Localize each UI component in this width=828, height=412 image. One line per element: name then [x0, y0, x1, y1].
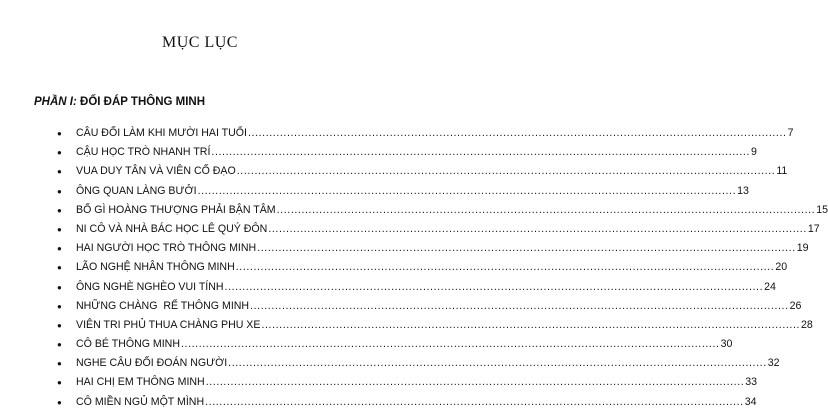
toc-entry[interactable] [0, 124, 794, 143]
toc-entry-title: CÔ MIỀN NGỦ MỘT MÌNH [76, 395, 205, 408]
bullet-icon: ● [57, 244, 62, 254]
toc-entry-title: VUA DUY TÂN VÀ VIÊN CỐ ĐẠO [76, 165, 236, 178]
toc-entry-page: 11 [776, 165, 788, 178]
dot-leader [236, 258, 775, 277]
toc-entry-page: 28 [801, 318, 813, 331]
toc-entry-title: ÔNG NGHÈ NGHÈO VUI TÍNH [76, 280, 224, 293]
bullet-icon: ● [57, 263, 62, 273]
toc-entry-title: NGHE CÂU ĐỐI ĐOÁN NGƯỜI [76, 357, 228, 370]
toc-entry-title: CẬU HỌC TRÒ NHANH TRÍ [76, 146, 211, 159]
toc-entry-page: 17 [807, 222, 820, 235]
bullet-icon: ● [57, 359, 62, 369]
bullet-icon: ● [57, 282, 62, 292]
toc-entry[interactable] [0, 239, 809, 258]
toc-entry[interactable] [0, 316, 813, 335]
bullet-icon: ● [57, 378, 62, 388]
part-heading [34, 96, 205, 108]
toc-entry-page: 26 [789, 299, 802, 312]
dot-leader [277, 201, 816, 220]
bullet-icon: ● [57, 340, 62, 350]
toc-entry-title: VIÊN TRI PHỦ THUA CHÀNG PHU XE [76, 318, 261, 331]
dot-leader [228, 354, 767, 373]
dot-leader [225, 278, 764, 297]
toc-entry-page: 24 [764, 280, 776, 293]
toc-entry[interactable] [0, 393, 757, 412]
toc-entry[interactable] [0, 182, 749, 201]
toc-entry-page: 20 [775, 261, 788, 274]
dot-leader [248, 124, 787, 143]
toc-entry-page: 15 [816, 203, 828, 216]
toc-entry-page: 19 [796, 242, 809, 255]
bullet-icon: ● [57, 186, 62, 196]
part-title: ĐỐI ĐÁP THÔNG MINH [80, 96, 206, 108]
toc-entry-title: LÃO NGHỆ NHÂN THÔNG MINH [76, 261, 235, 274]
dot-leader [237, 162, 776, 181]
toc-entry[interactable] [0, 335, 733, 354]
toc-entry[interactable] [0, 162, 788, 181]
bullet-icon: ● [57, 167, 62, 177]
toc-entry[interactable] [0, 297, 802, 316]
toc-entry-title: NI CÔ VÀ NHÀ BÁC HỌC LÊ QUÝ ĐÔN [76, 222, 268, 235]
bullet-icon: ● [57, 205, 62, 215]
toc-entry-page: 33 [745, 376, 758, 389]
toc-entry[interactable] [0, 258, 788, 277]
dot-leader [268, 220, 807, 239]
toc-entry-title: HAI CHỊ EM THÔNG MINH [76, 376, 205, 389]
bullet-icon: ● [57, 301, 62, 311]
toc-entry-page: 13 [737, 184, 749, 197]
toc-entry-page: 7 [787, 127, 794, 139]
bullet-icon: ● [57, 129, 62, 138]
toc-entry-page: 34 [744, 395, 757, 408]
toc-entry[interactable] [0, 278, 776, 297]
toc-entry-title: CÔ BÉ THÔNG MINH [76, 338, 180, 351]
toc-entry-title: CÂU ĐỐI LÀM KHI MƯỜI HAI TUỔI [76, 127, 247, 139]
dot-leader [257, 239, 796, 258]
toc-entry[interactable] [0, 201, 828, 220]
toc-entry-title: BỐ GÌ HOÀNG THƯỢNG PHẢI BẬN TÂM [76, 203, 276, 216]
toc-entry-page: 9 [750, 146, 757, 159]
toc-list [0, 124, 828, 412]
dot-leader [181, 335, 720, 354]
toc-entry-title: ÔNG QUAN LÀNG BƯỞI [76, 184, 197, 197]
page-title: MỤC LỤC [162, 34, 238, 51]
part-number: PHẦN I: [34, 96, 77, 108]
dot-leader [206, 373, 745, 392]
toc-entry-title: HAI NGƯỜI HỌC TRÒ THÔNG MINH [76, 242, 257, 255]
toc-entry-page: 30 [720, 338, 733, 351]
dot-leader [198, 182, 737, 201]
toc-entry[interactable] [0, 220, 820, 239]
toc-entry[interactable] [0, 143, 757, 162]
toc-entry[interactable] [0, 373, 758, 392]
dot-leader [250, 297, 789, 316]
bullet-icon: ● [57, 397, 62, 407]
bullet-icon: ● [57, 224, 62, 234]
dot-leader [261, 316, 800, 335]
dot-leader [211, 143, 750, 162]
bullet-icon: ● [57, 148, 62, 158]
toc-entry-page: 32 [767, 357, 780, 370]
bullet-icon: ● [57, 320, 62, 330]
dot-leader [205, 393, 744, 412]
toc-entry[interactable] [0, 354, 780, 373]
toc-entry-title: NHỮNG CHÀNG RỂ THÔNG MINH [76, 299, 250, 312]
